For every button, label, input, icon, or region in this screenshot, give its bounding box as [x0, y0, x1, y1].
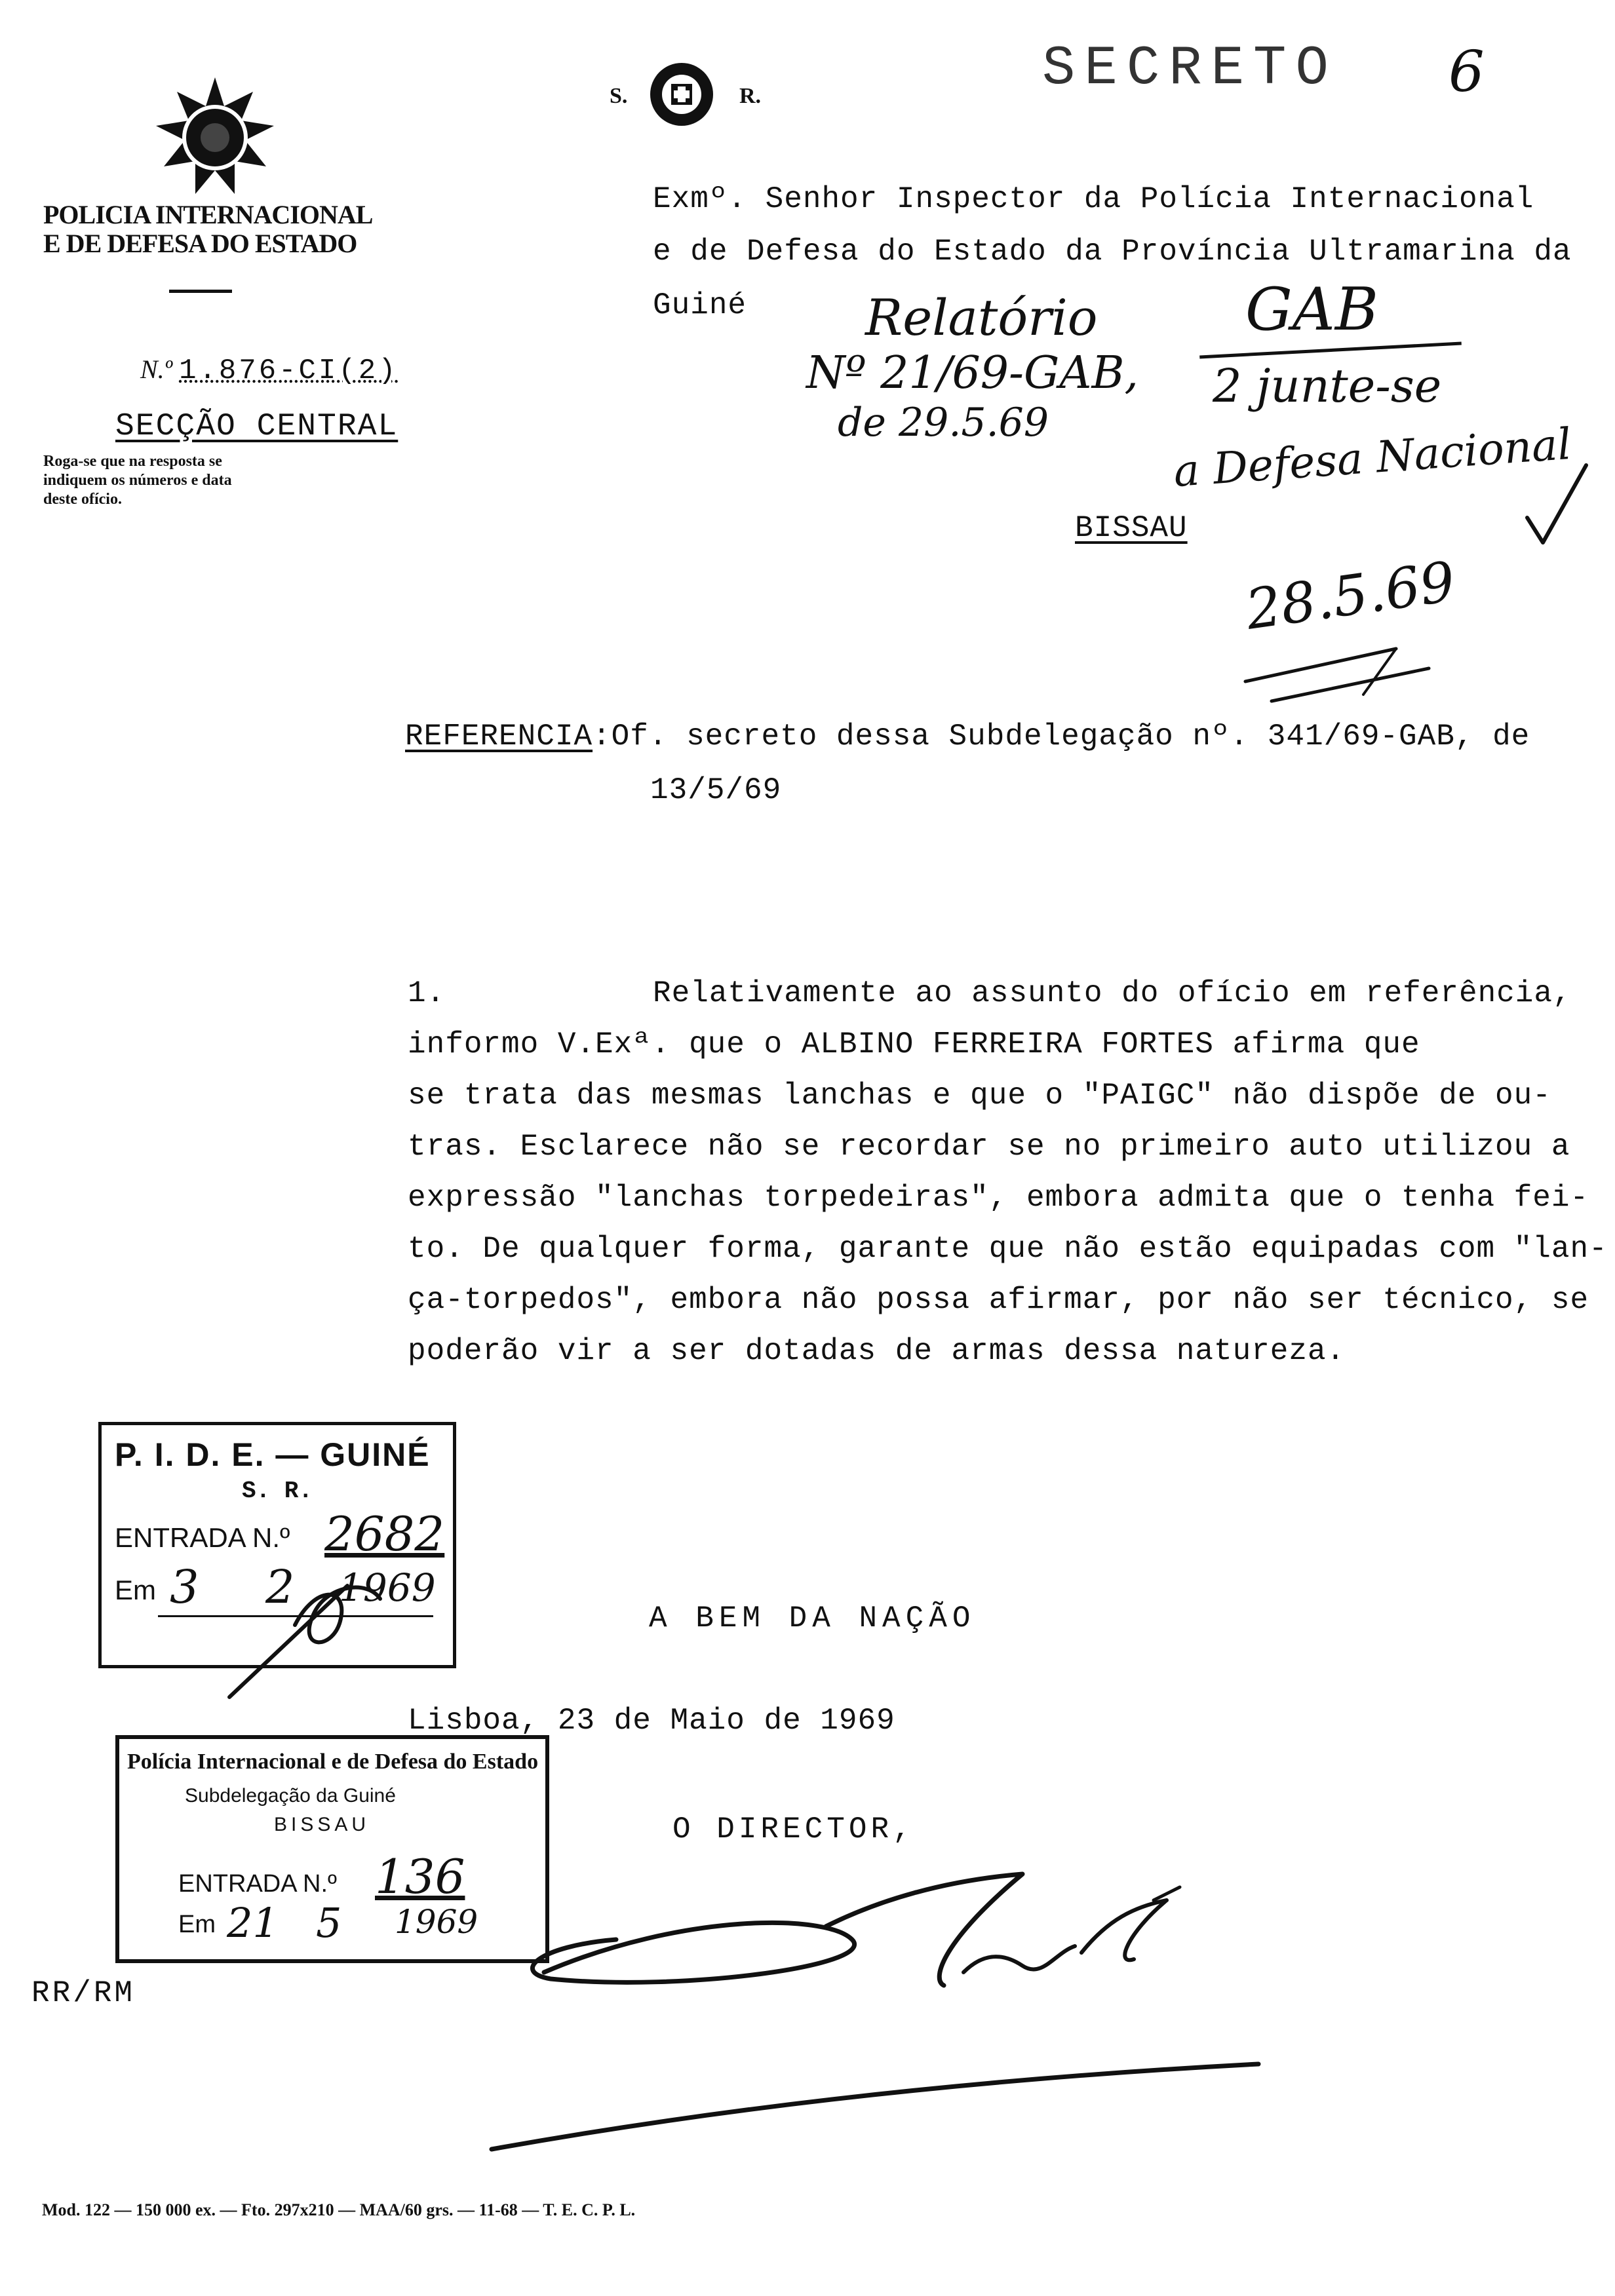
handwritten-gab-underline — [1199, 342, 1462, 359]
closing-place-date: Lisboa, 23 de Maio de 1969 — [408, 1704, 895, 1738]
closing-signatory: O DIRECTOR, — [672, 1812, 915, 1846]
stamp-bissau-month: 5 — [316, 1899, 342, 1947]
handwritten-checkmark-icon — [1521, 459, 1593, 550]
body-line: ça-torpedos", embora não possa afirmar, por não ser técnico, se — [408, 1283, 1589, 1317]
seal-right-letter: R. — [739, 84, 762, 108]
classification-stamp: SECRETO — [1042, 38, 1338, 100]
addressee-line2: e de Defesa do Estado da Província Ultramarina da — [653, 235, 1572, 269]
body-line: se trata das mesmas lanchas e que o "PAIGC" não dispõe de ou- — [408, 1079, 1551, 1113]
closing-salutation: A BEM DA NAÇÃO — [649, 1601, 976, 1636]
number-prefix: N.º — [140, 354, 173, 384]
body-line: expressão "lanchas torpedeiras", embora admita que o tenha fei- — [408, 1181, 1589, 1215]
instruction-line: indiquem os números e data — [43, 472, 232, 489]
body-line: tras. Esclarece não se recordar se no primeiro auto utilizou a — [408, 1130, 1570, 1164]
document-number — [140, 354, 399, 387]
stamp-bissau-em-label: Em — [178, 1911, 216, 1938]
stamp-bissau-line1: Polícia Internacional e de Defesa do Estado — [127, 1750, 539, 1774]
reference-text: :Of. secreto dessa Subdelegação nº. 341/69-GAB, de — [593, 719, 1530, 754]
body-line: to. De qualquer forma, garante que não estão equipadas com "lan- — [408, 1232, 1608, 1266]
stamp-bissau-line2: Subdelegação da Guiné — [185, 1785, 396, 1807]
stamp-bissau-day: 21 — [227, 1899, 279, 1947]
seal-left-letter: S. — [610, 84, 628, 108]
agency-divider — [169, 290, 232, 293]
paragraph-number: 1. — [408, 976, 446, 1010]
stamp-guine-year: 1969 — [339, 1565, 436, 1610]
agency-name-line2: E DE DEFESA DO ESTADO — [43, 229, 357, 258]
reference-line1 — [405, 719, 1530, 754]
stamp-bissau — [115, 1735, 549, 1963]
stamp-guine-entrada-number: 2682 — [324, 1506, 445, 1561]
coat-of-arms-icon — [648, 60, 716, 128]
stamp-bissau-entrada-number: 136 — [375, 1849, 465, 1904]
typist-initials: RR/RM — [31, 1976, 136, 2010]
body-line: Relativamente ao assunto do ofício em referência, — [653, 976, 1572, 1010]
number-value: 1.876-CI(2) — [179, 354, 399, 387]
stamp-guine-title: P. I. D. E. — GUINÉ — [115, 1436, 431, 1473]
handwritten-date-strokes — [1232, 629, 1521, 708]
instruction-line: Roga-se que na resposta se — [43, 453, 222, 470]
stamp-guine-day: 3 — [170, 1560, 199, 1614]
stamp-guine-em-label: Em — [115, 1575, 156, 1605]
instruction-line: deste ofício. — [43, 491, 122, 508]
stamp-guine-initials — [216, 1559, 413, 1710]
handwritten-relatorio-date: de 29.5.69 — [838, 400, 1049, 446]
addressee-line1: Exmº. Senhor Inspector da Polícia Internacional — [653, 182, 1534, 216]
body-line: poderão vir a ser dotadas de armas dessa natureza. — [408, 1334, 1346, 1368]
stamp-bissau-year: 1969 — [395, 1903, 478, 1941]
stamp-guine-sr: S. R. — [242, 1478, 313, 1504]
handwritten-note-line1: 2 junte-se — [1213, 359, 1442, 413]
agency-emblem-icon — [149, 72, 281, 203]
stamp-guine-month: 2 — [265, 1560, 295, 1614]
handwritten-note-line2: a Defesa Nacional — [1172, 418, 1573, 497]
body-line: informo V.Exª. que o ALBINO FERREIRA FORTES afirma que — [408, 1027, 1420, 1062]
page-number-handwritten: 6 — [1449, 39, 1485, 105]
stamp-bissau-entrada-label: ENTRADA N.º — [178, 1870, 337, 1898]
reply-instructions — [43, 452, 232, 509]
addressee-city: BISSAU — [1075, 511, 1188, 545]
addressee-line3: Guiné — [653, 288, 747, 322]
stamp-guine-entrada-label: ENTRADA N.º — [115, 1522, 290, 1553]
handwritten-relatorio: Relatório — [865, 288, 1098, 347]
handwritten-relatorio-number: Nº 21/69-GAB, — [806, 347, 1139, 399]
handwritten-date: 28.5.69 — [1241, 549, 1459, 642]
director-signature — [485, 1861, 1272, 2175]
form-footer: Mod. 122 — 150 000 ex. — Fto. 297x210 — MAA/60 grs. — 11-68 — T. E. C. P. L. — [42, 2200, 636, 2219]
agency-name-line1: POLICIA INTERNACIONAL — [43, 200, 373, 229]
reference-label: REFERENCIA — [405, 719, 593, 754]
stamp-bissau-line3: BISSAU — [274, 1814, 370, 1835]
section-title: SECÇÃO CENTRAL — [115, 409, 399, 444]
reference-line2: 13/5/69 — [650, 773, 782, 807]
handwritten-gab: GAB — [1245, 275, 1379, 344]
